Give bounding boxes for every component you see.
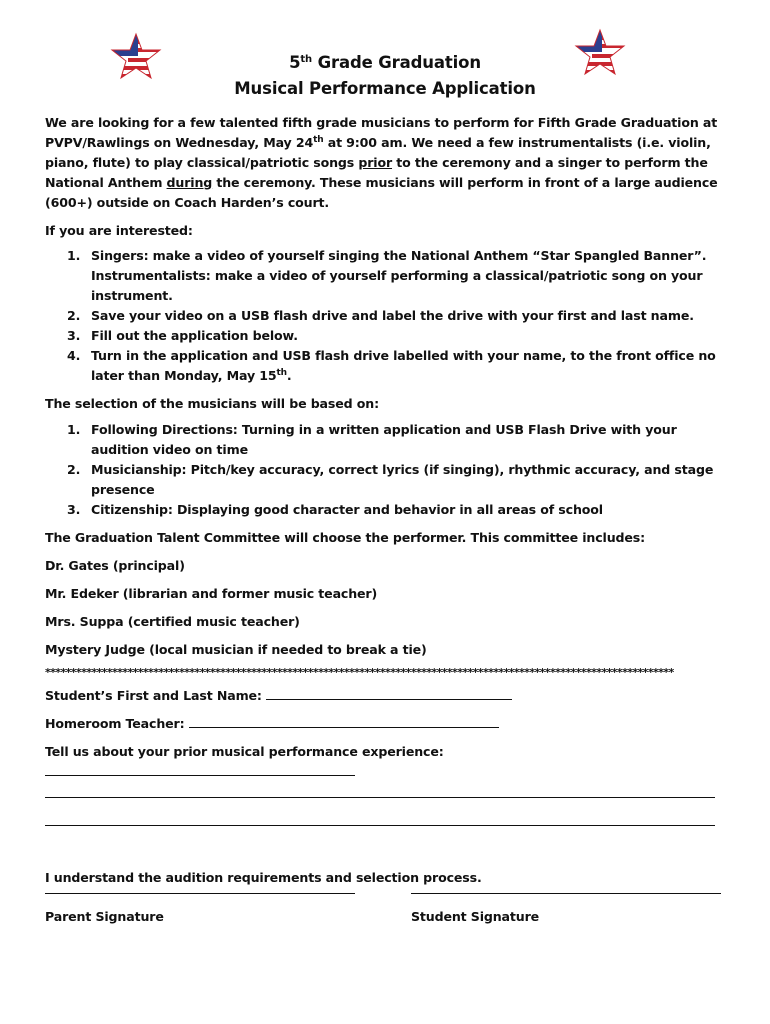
item-text-continued: Instrumentalists: make a video of yourself performing a classical/patriotic song on your instrument. [91, 268, 703, 303]
student-signature-label: Student Signature [411, 909, 540, 924]
item-number: 2. [67, 308, 81, 323]
interested-heading: If you are interested: [45, 223, 193, 238]
list-item [45, 246, 729, 306]
experience-field[interactable] [45, 762, 355, 776]
item-number: 2. [67, 462, 81, 477]
item-superscript: th [276, 368, 287, 378]
selection-list [45, 420, 729, 520]
committee-member: Mrs. Suppa (certified music teacher) [45, 614, 300, 629]
committee-member: Dr. Gates (principal) [45, 558, 185, 573]
item-number: 3. [67, 502, 81, 517]
document-body [45, 113, 729, 888]
parent-signature-field[interactable] [45, 892, 355, 894]
homeroom-label: Homeroom Teacher: [45, 716, 189, 731]
student-name-label: Student’s First and Last Name: [45, 688, 267, 703]
item-text: Musicianship: Pitch/key accuracy, correct lyrics (if singing), rhythmic accuracy, and stage presence [91, 462, 714, 497]
intro-prior: prior [358, 155, 393, 170]
title-line [0, 50, 770, 76]
instructions-list [45, 246, 729, 386]
acknowledgement-text: I understand the audition requirements and selection process. [45, 870, 482, 885]
list-item [45, 460, 729, 500]
item-text: Singers: make a video of yourself singing the National Anthem “Star Spangled Banner”. [91, 248, 707, 263]
intro-text-a: We are looking for a few talented fifth grade musicians to perform for Fifth Grade Graduation at PVPV/Rawlings on Wednesday, May 24 [45, 115, 718, 150]
student-name-field[interactable] [266, 686, 512, 700]
item-text: Fill out the application below. [91, 328, 298, 343]
student-signature-field[interactable] [411, 892, 721, 894]
list-item [45, 500, 729, 520]
list-item [45, 306, 729, 326]
list-item [45, 346, 729, 386]
parent-signature-block [45, 892, 355, 926]
document-title [0, 50, 770, 102]
item-text: Save your video on a USB flash drive and label the drive with your first and last name. [91, 308, 694, 323]
separator-line: ************************************************************************************************************************** [45, 666, 674, 679]
item-number: 3. [67, 328, 81, 343]
committee-heading: The Graduation Talent Committee will choose the performer. This committee includes: [45, 530, 646, 545]
item-number: 1. [67, 248, 81, 263]
intro-during: during [166, 175, 213, 190]
item-text-end: . [286, 368, 292, 383]
list-item [45, 326, 729, 346]
item-text: Following Directions: Turning in a written application and USB Flash Drive with your audition video on time [91, 422, 677, 457]
title-superscript: th [300, 54, 313, 65]
intro-text-c: to the ceremony and a singer to perform the National Anthem [45, 155, 708, 190]
student-name-row [45, 686, 729, 706]
parent-signature-label: Parent Signature [45, 909, 164, 924]
homeroom-field[interactable] [189, 714, 499, 728]
intro-text-d: the ceremony. These musicians will perform in front of a large audience (600+) outside on Coach Harden’s court. [45, 175, 718, 210]
item-number: 1. [67, 422, 81, 437]
student-signature-block [411, 892, 721, 926]
title-text: Grade Graduation [312, 53, 481, 72]
committee-member: Mr. Edeker (librarian and former music teacher) [45, 586, 378, 601]
intro-text-b: at 9:00 am. We need a few instrumentalists (i.e. violin, piano, flute) to play classical/patriotic songs [45, 135, 711, 170]
experience-row [45, 742, 729, 782]
item-number: 4. [67, 348, 81, 363]
list-item [45, 420, 729, 460]
homeroom-row [45, 714, 729, 734]
committee-member: Mystery Judge (local musician if needed to break a tie) [45, 642, 427, 657]
subtitle: Musical Performance Application [234, 79, 536, 98]
item-text: Turn in the application and USB flash drive labelled with your name, to the front office no later than Monday, May 15 [91, 348, 716, 383]
intro-paragraph [45, 113, 729, 213]
selection-heading: The selection of the musicians will be based on: [45, 396, 379, 411]
intro-superscript: th [313, 135, 324, 145]
title-number: 5 [289, 53, 301, 72]
experience-label: Tell us about your prior musical performance experience: [45, 744, 444, 759]
item-text: Citizenship: Displaying good character and behavior in all areas of school [91, 502, 603, 517]
